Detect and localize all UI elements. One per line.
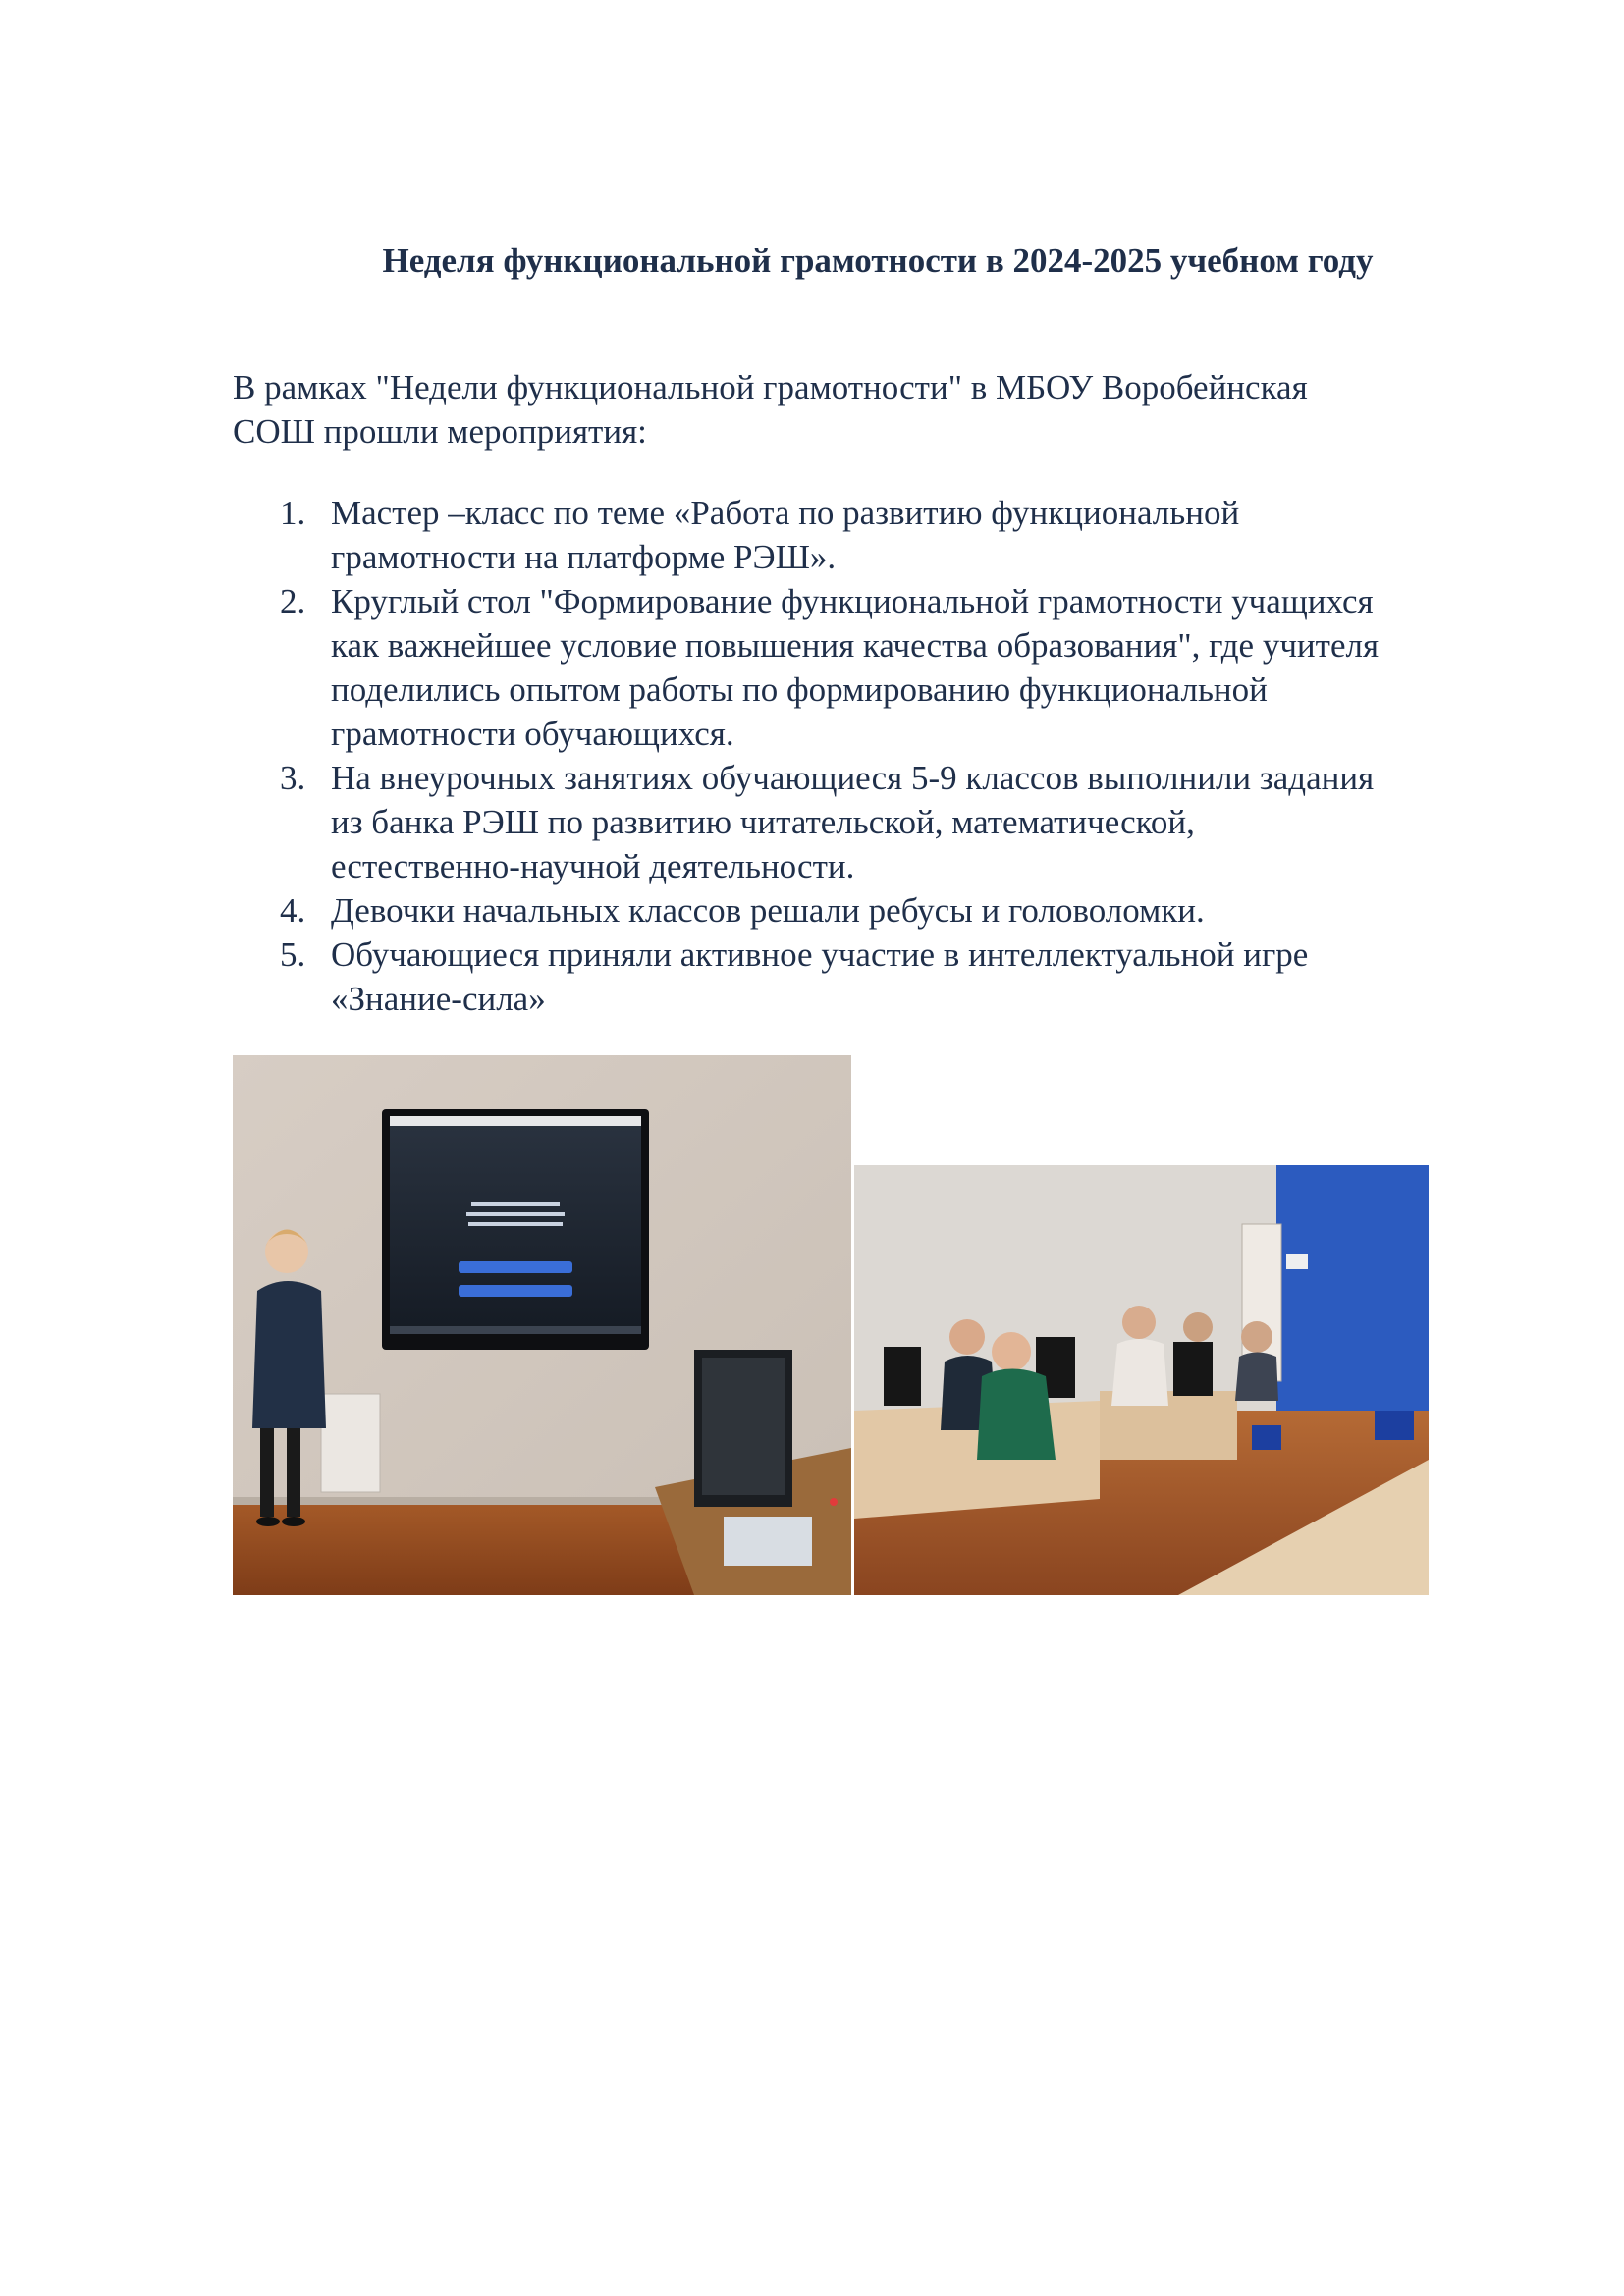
list-item-text: из банка РЭШ по развитию читательской, математической,: [331, 803, 1195, 841]
list-item-text: естественно-научной деятельности.: [331, 847, 855, 885]
list-item-text: грамотности обучающихся.: [331, 715, 734, 753]
list-number: 3.: [280, 759, 306, 797]
photo-master-class: [233, 1055, 851, 1595]
list-item: [233, 756, 1548, 888]
photo-computer-class-image: [854, 1165, 1429, 1595]
photo-master-class-image: [233, 1055, 851, 1595]
list-number: 2.: [280, 582, 306, 620]
list-number: 4.: [280, 891, 306, 930]
list-item-text: поделились опытом работы по формированию функциональной: [331, 670, 1268, 709]
intro-line: В рамках "Недели функциональной грамотности" в МБОУ Воробейнская: [233, 368, 1308, 406]
list-item: [233, 888, 1548, 933]
list-item-text: Обучающиеся приняли активное участие в интеллектуальной игре: [331, 935, 1309, 974]
page-title: Неделя функциональной грамотности в 2024-2025 учебном году: [382, 241, 1374, 280]
list-item-text: Девочки начальных классов решали ребусы и головоломки.: [331, 891, 1205, 930]
list-item-text: Мастер –класс по теме «Работа по развитию функциональной: [331, 494, 1240, 532]
list-number: 5.: [280, 935, 306, 974]
list-item-text: как важнейшее условие повышения качества образования", где учителя: [331, 626, 1380, 665]
list-item: [233, 579, 1548, 756]
list-item: [233, 933, 1548, 1021]
list-item: [233, 491, 1548, 579]
photo-computer-class: [854, 1165, 1429, 1595]
list-item-text: «Знание-сила»: [331, 980, 546, 1018]
list-item-text: Круглый стол "Формирование функциональной грамотности учащихся: [331, 582, 1374, 620]
list-item-text: На внеурочных занятиях обучающиеся 5-9 классов выполнили задания: [331, 759, 1375, 797]
list-number: 1.: [280, 494, 306, 532]
events-list: [233, 491, 1548, 1021]
intro-line: СОШ прошли мероприятия:: [233, 412, 647, 451]
list-item-text: грамотности на платформе РЭШ».: [331, 538, 837, 576]
intro-paragraph: [233, 365, 1548, 454]
